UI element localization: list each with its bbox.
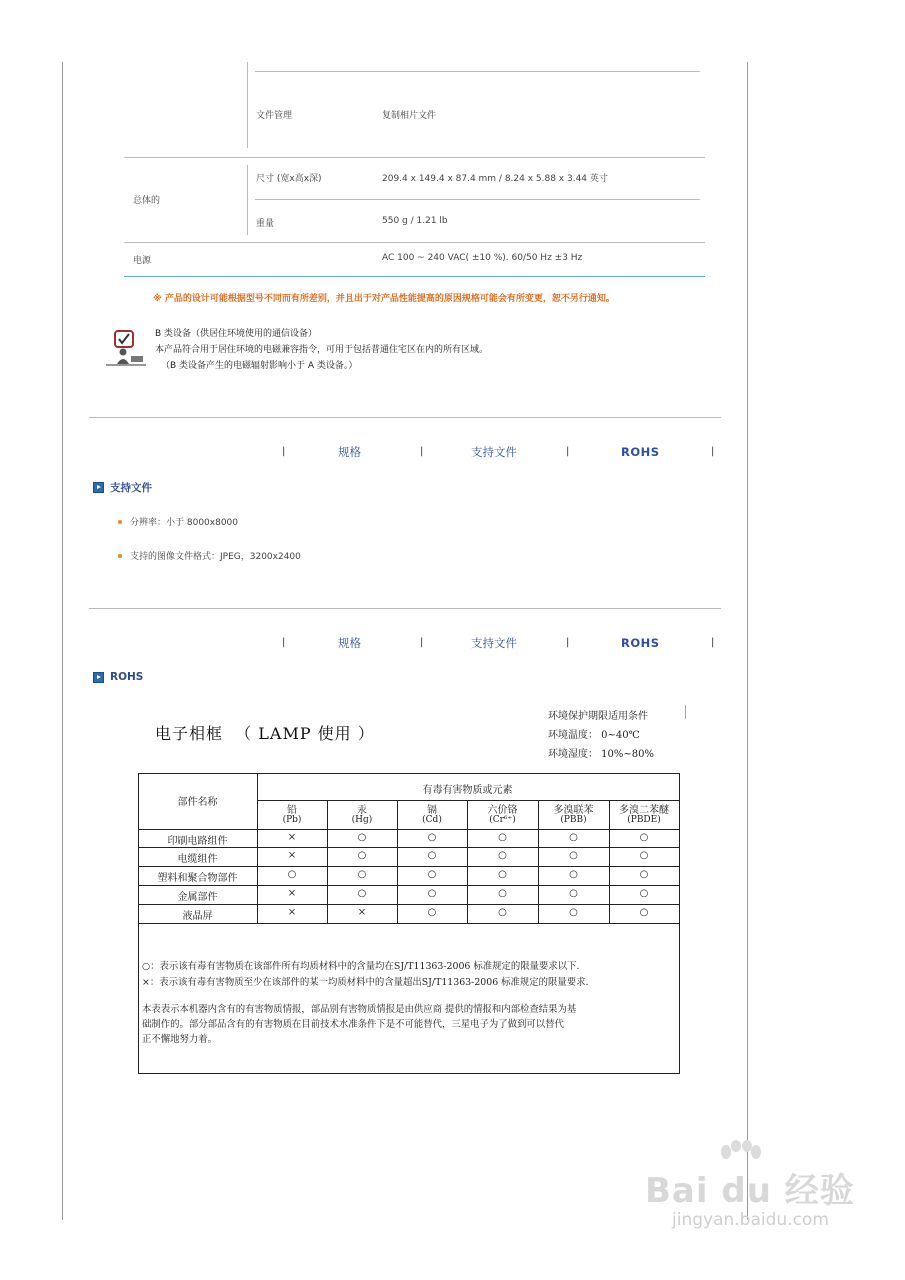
spec-col-divider <box>247 62 248 148</box>
rohs-cell: ○ <box>498 832 507 843</box>
nav-link-spec[interactable]: 规格 <box>338 445 361 459</box>
rohs-cell: ○ <box>357 832 367 843</box>
rohs-title-text: ROHS <box>110 671 144 683</box>
rohs-section-title <box>93 671 143 683</box>
rohs-col-symbol: (Cd) <box>422 815 442 825</box>
rohs-note-3a: 本表表示本机器内含有的有害物质情报，部品别有害物质情报是由供应商 提供的情报和内部检查结果为基 <box>142 1004 577 1015</box>
nav-separator: | <box>711 446 715 457</box>
rohs-substance-header: 有毒有害物质或元素 <box>422 785 513 796</box>
nav-separator: | <box>566 446 570 457</box>
rohs-cell: ○ <box>639 869 649 880</box>
rohs-row-part: 电缆组件 <box>177 854 218 865</box>
rohs-col-name: 多溴联苯 <box>553 805 594 816</box>
class-b-line1: 本产品符合用于居住环境的电磁兼容指令，可用于包括普通住宅区在内的所有区域。 <box>155 345 489 355</box>
rohs-cell: ○ <box>639 832 649 843</box>
nav-separator: | <box>420 446 424 457</box>
support-section-title <box>93 480 152 495</box>
rohs-cell: × <box>287 832 297 843</box>
power-value: AC 100 ~ 240 VAC( ±10 %). 60/50 Hz ±3 Hz <box>382 253 583 263</box>
section-arrow-icon <box>93 482 104 493</box>
weight-label: 重量 <box>256 219 275 229</box>
spec-row-line <box>255 199 700 200</box>
rohs-row-line <box>138 866 679 867</box>
rohs-cell: × <box>287 850 297 861</box>
rohs-col-symbol: (Cr⁶⁺) <box>489 815 516 825</box>
rohs-note-3b: 础制作的。部分部品含有的有害物质在目前技术水准条件下是不可能替代，三星电子为了做到可以替代 <box>142 1019 564 1030</box>
rohs-cell: ○ <box>639 907 649 918</box>
rohs-cell: × <box>357 907 367 918</box>
rohs-cell: ○ <box>357 888 367 899</box>
rohs-col-name: 六价铬 <box>487 805 518 816</box>
rohs-col-symbol: (PBB) <box>560 815 587 825</box>
rohs-cell: ○ <box>498 869 507 880</box>
rohs-cell: ○ <box>569 869 578 880</box>
rohs-row-line <box>138 829 679 830</box>
env-title: 环境保护期限适用条件 <box>548 711 648 722</box>
nav-link-rohs[interactable]: ROHS <box>621 445 660 459</box>
nav-separator: | <box>566 637 570 648</box>
rohs-cell: × <box>287 888 297 899</box>
file-mgmt-value: 复制相片文件 <box>382 111 437 121</box>
nav-link-support[interactable]: 支持文件 <box>471 445 517 459</box>
spec-row-line <box>255 71 700 72</box>
support-item-text: 支持的图像文件格式：JPEG，3200x2400 <box>130 552 301 562</box>
rohs-cell: ○ <box>427 907 437 918</box>
bullet-icon <box>118 520 122 524</box>
general-label: 总体的 <box>133 196 161 206</box>
section-divider <box>89 417 721 418</box>
rohs-cell: ○ <box>639 850 649 861</box>
right-frame-line <box>747 62 748 1220</box>
nav-separator: | <box>282 637 286 648</box>
env-conditions <box>548 707 654 764</box>
nav-separator: | <box>282 446 286 457</box>
rohs-note-2: ×：表示该有毒有害物质至少在该部件的某一均质材料中的含量超出SJ/T11363-2006 标准规定的限量要求. <box>142 977 589 988</box>
nav-separator: | <box>420 637 424 648</box>
rohs-cell: ○ <box>498 850 507 861</box>
rohs-row-line <box>138 904 679 905</box>
rohs-cell: ○ <box>498 888 507 899</box>
rohs-cell: ○ <box>287 869 297 880</box>
rohs-row-part: 金属部件 <box>177 892 218 903</box>
spec-change-notice: ※ 产品的设计可能根据型号不同而有所差别，并且出于对产品性能提高的原因规格可能会有所变更，恕不另行通知。 <box>153 294 615 304</box>
support-item <box>118 549 301 562</box>
nav-link-support[interactable]: 支持文件 <box>471 636 517 650</box>
rohs-cell: ○ <box>357 850 367 861</box>
rohs-col-name: 多溴二苯醚 <box>619 805 669 816</box>
watermark-url: jingyan.baidu.com <box>672 1210 829 1230</box>
nav-link-rohs[interactable]: ROHS <box>621 636 660 650</box>
rohs-cell: ○ <box>427 850 437 861</box>
support-title-text: 支持文件 <box>110 482 152 494</box>
rohs-note-3c: 正不懈地努力着。 <box>142 1034 218 1045</box>
rohs-col-symbol: (PBDE) <box>627 815 661 825</box>
rohs-cell: ○ <box>427 869 437 880</box>
class-b-line2: （B 类设备产生的电磁辐射影响小于 A 类设备。） <box>161 361 358 371</box>
paw-icon <box>718 1140 762 1174</box>
rohs-cell: ○ <box>569 832 578 843</box>
rohs-col-name: 铅 <box>287 805 297 816</box>
rohs-cell: ○ <box>427 888 437 899</box>
rohs-cell: ○ <box>569 888 578 899</box>
rohs-cell: ○ <box>569 907 578 918</box>
rohs-col-name: 汞 <box>357 805 367 816</box>
watermark-brand: Bai du 经验 <box>645 1171 855 1211</box>
rohs-row-line <box>138 923 679 924</box>
rohs-cell: ○ <box>427 832 437 843</box>
class-b-icon <box>106 328 146 366</box>
left-frame-line <box>62 62 63 1220</box>
rohs-note-1: ○：表示该有毒有害物质在该部件所有均质材料中的含量均在SJ/T11363-2006 标准规定的限量要求以下. <box>142 961 580 972</box>
rohs-row-line <box>138 885 679 886</box>
nav-link-spec[interactable]: 规格 <box>338 636 361 650</box>
size-label: 尺寸 (宽x高x深) <box>256 174 322 184</box>
cursor-mark <box>685 705 686 719</box>
class-b-text <box>155 326 488 374</box>
spec-col-divider <box>247 165 248 235</box>
env-humidity: 环境湿度： 10%~80% <box>548 749 655 760</box>
rohs-row-part: 塑料和聚合物部件 <box>157 873 238 884</box>
bullet-icon <box>118 554 122 558</box>
rohs-col-symbol: (Pb) <box>282 815 302 825</box>
rohs-part-header: 部件名称 <box>177 797 218 808</box>
class-b-title: B 类设备（供居住环境使用的通信设备） <box>155 329 318 339</box>
power-label: 电源 <box>133 256 152 266</box>
support-item-text: 分辨率：小于 8000x8000 <box>130 518 238 528</box>
rohs-cell: ○ <box>498 907 507 918</box>
rohs-col-name: 镉 <box>427 805 437 816</box>
rohs-cell: ○ <box>639 888 649 899</box>
weight-value: 550 g / 1.21 lb <box>382 216 448 226</box>
rohs-row-line <box>138 847 679 848</box>
rohs-cell: × <box>287 907 297 918</box>
rohs-cell: ○ <box>357 869 367 880</box>
spec-table-bottom-line <box>124 276 705 277</box>
rohs-row-part: 印刷电路组件 <box>167 836 228 847</box>
section-arrow-icon <box>93 672 104 683</box>
support-item <box>118 515 238 528</box>
spec-row-line <box>124 157 705 158</box>
rohs-product-title: 电子相框 （ LAMP 使用 ） <box>155 724 375 743</box>
rohs-cell: ○ <box>569 850 578 861</box>
rohs-col-symbol: (Hg) <box>351 815 373 825</box>
nav-separator: | <box>711 637 715 648</box>
file-mgmt-label: 文件管理 <box>256 111 293 121</box>
rohs-row-part: 液晶屏 <box>182 911 213 922</box>
section-divider <box>89 608 721 609</box>
env-temp: 环境温度： 0~40℃ <box>548 730 640 741</box>
size-value: 209.4 x 149.4 x 87.4 mm / 8.24 x 5.88 x 3.44 英寸 <box>382 174 608 184</box>
spec-row-line <box>124 242 705 243</box>
